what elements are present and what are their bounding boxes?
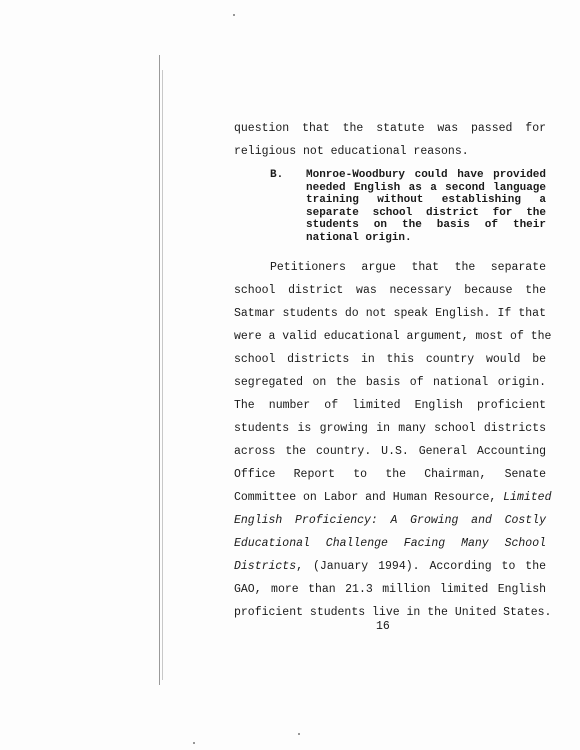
body-paragraph <box>234 256 552 624</box>
scan-speck <box>233 14 235 16</box>
text-line: school districts in this country would be <box>234 353 546 366</box>
citation-title: Limited <box>503 491 552 504</box>
text-line: GAO, more than 21.3 million limited English <box>234 583 546 596</box>
text-line <box>234 555 546 578</box>
text-line: were a valid educational argument, most of the <box>234 330 552 343</box>
text-line: students is growing in many school districts <box>234 422 546 435</box>
heading-line: separate school district for the <box>306 206 546 219</box>
document-body <box>234 117 552 624</box>
heading-line: needed English as a second language <box>306 181 546 194</box>
citation-text: Committee on Labor and Human Resource, <box>234 491 497 504</box>
page-number: 16 <box>376 620 390 633</box>
text-line: segregated on the basis of national origin. <box>234 376 546 389</box>
binding-margin-line <box>159 55 160 685</box>
text-line: religious not educational reasons. <box>234 145 469 158</box>
binding-margin-line-inner <box>162 70 163 680</box>
text-line: proficient students live in the United States. <box>234 606 552 619</box>
heading-line: national origin. <box>306 231 412 244</box>
text-line <box>234 509 546 532</box>
citation-title: Districts <box>234 560 297 573</box>
text-line <box>234 532 546 555</box>
citation-title: English Proficiency: A Growing and Costly <box>234 514 546 527</box>
text-line: question that the statute was passed for <box>234 122 546 135</box>
text-line <box>234 486 552 509</box>
text-line: Petitioners argue that the separate <box>270 261 546 274</box>
citation-title: Educational Challenge Facing Many School <box>234 537 546 550</box>
heading-line: training without establishing a <box>306 194 546 206</box>
scan-speck <box>298 733 300 735</box>
scan-speck <box>193 742 195 744</box>
text-line: Satmar students do not speak English. If that <box>234 307 546 320</box>
intro-paragraph <box>234 117 546 163</box>
text-line: school district was necessary because the <box>234 284 546 297</box>
section-heading <box>234 169 546 244</box>
heading-line: Monroe-Woodbury could have provided <box>306 169 546 181</box>
text-line: across the country. U.S. General Accounting <box>234 445 546 458</box>
citation-text: , (January 1994). According to the <box>296 560 546 573</box>
heading-text <box>306 169 546 244</box>
text-line: Office Report to the Chairman, Senate <box>234 468 546 481</box>
text-line: The number of limited English proficient <box>234 399 546 412</box>
heading-letter: B. <box>270 169 284 181</box>
heading-line: students on the basis of their <box>306 219 546 231</box>
